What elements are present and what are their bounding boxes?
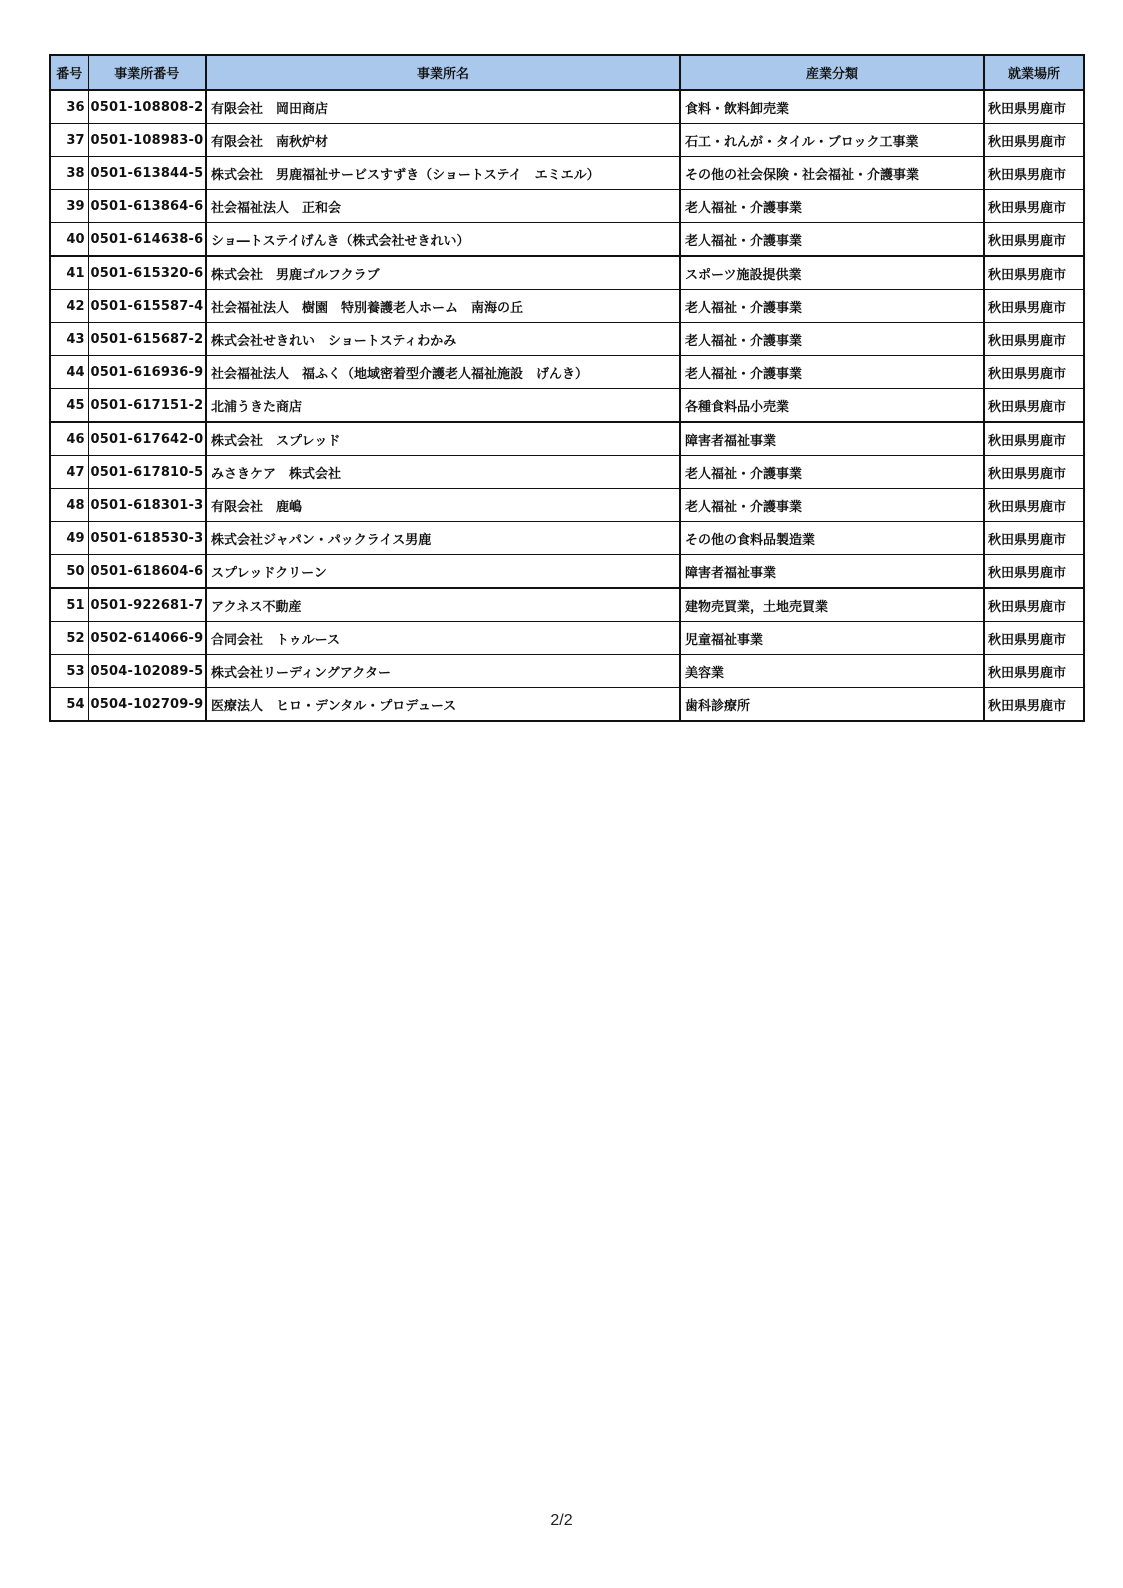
cell-number: 44: [50, 356, 88, 389]
header-number: 番号: [50, 55, 88, 90]
cell-office-id: 0501-108983-0: [88, 124, 206, 157]
cell-industry: 各種食料品小売業: [680, 389, 984, 423]
cell-office-id: 0501-615587-4: [88, 290, 206, 323]
cell-office-id: 0501-922681-7: [88, 588, 206, 622]
cell-industry: 障害者福祉事業: [680, 555, 984, 589]
cell-industry: 建物売買業，土地売買業: [680, 588, 984, 622]
cell-location: 秋田県男鹿市: [984, 389, 1084, 423]
cell-office-id: 0501-618530-3: [88, 522, 206, 555]
table-row: [50, 688, 1084, 722]
cell-office-name: 社会福祉法人 樹園 特別養護老人ホーム 南海の丘: [206, 290, 680, 323]
cell-office-name: 北浦うきた商店: [206, 389, 680, 423]
cell-industry: 美容業: [680, 655, 984, 688]
cell-number: 40: [50, 223, 88, 257]
cell-location: 秋田県男鹿市: [984, 157, 1084, 190]
table-row: [50, 90, 1084, 124]
cell-office-name: みさきケア 株式会社: [206, 456, 680, 489]
cell-office-name: 株式会社 スプレッド: [206, 422, 680, 456]
cell-location: 秋田県男鹿市: [984, 622, 1084, 655]
header-office-id: 事業所番号: [88, 55, 206, 90]
cell-industry: その他の食料品製造業: [680, 522, 984, 555]
cell-office-id: 0501-613844-5: [88, 157, 206, 190]
cell-industry: 児童福祉事業: [680, 622, 984, 655]
cell-industry: 障害者福祉事業: [680, 422, 984, 456]
cell-industry: スポーツ施設提供業: [680, 256, 984, 290]
cell-office-id: 0501-616936-9: [88, 356, 206, 389]
cell-number: 50: [50, 555, 88, 589]
cell-location: 秋田県男鹿市: [984, 323, 1084, 356]
cell-office-name: 医療法人 ヒロ・デンタル・プロデュース: [206, 688, 680, 722]
cell-industry: 歯科診療所: [680, 688, 984, 722]
cell-location: 秋田県男鹿市: [984, 456, 1084, 489]
header-industry: 産業分類: [680, 55, 984, 90]
cell-location: 秋田県男鹿市: [984, 655, 1084, 688]
cell-office-name: 株式会社リーディングアクター: [206, 655, 680, 688]
table-row: [50, 422, 1084, 456]
cell-number: 37: [50, 124, 88, 157]
cell-office-id: 0501-614638-6: [88, 223, 206, 257]
cell-office-name: 株式会社 男鹿福祉サービスすずき（ショートステイ エミエル）: [206, 157, 680, 190]
cell-office-id: 0501-108808-2: [88, 90, 206, 124]
cell-number: 42: [50, 290, 88, 323]
table-body: [50, 90, 1084, 721]
table-header-row: [50, 55, 1084, 90]
table-row: [50, 655, 1084, 688]
table-row: [50, 124, 1084, 157]
cell-office-id: 0504-102089-5: [88, 655, 206, 688]
header-office-name: 事業所名: [206, 55, 680, 90]
cell-office-id: 0501-618301-3: [88, 489, 206, 522]
table-row: [50, 323, 1084, 356]
cell-industry: 老人福祉・介護事業: [680, 323, 984, 356]
cell-industry: 老人福祉・介護事業: [680, 456, 984, 489]
cell-location: 秋田県男鹿市: [984, 90, 1084, 124]
cell-number: 36: [50, 90, 88, 124]
cell-industry: 老人福祉・介護事業: [680, 223, 984, 257]
cell-office-name: スプレッドクリーン: [206, 555, 680, 589]
cell-office-name: 株式会社 男鹿ゴルフクラブ: [206, 256, 680, 290]
cell-industry: その他の社会保険・社会福祉・介護事業: [680, 157, 984, 190]
cell-office-id: 0502-614066-9: [88, 622, 206, 655]
table-row: [50, 190, 1084, 223]
cell-office-name: 社会福祉法人 福ふく（地域密着型介護老人福祉施設 げんき）: [206, 356, 680, 389]
cell-office-name: 社会福祉法人 正和会: [206, 190, 680, 223]
cell-location: 秋田県男鹿市: [984, 290, 1084, 323]
cell-number: 46: [50, 422, 88, 456]
table-row: [50, 157, 1084, 190]
cell-number: 39: [50, 190, 88, 223]
cell-industry: 石工・れんが・タイル・ブロック工事業: [680, 124, 984, 157]
cell-office-id: 0501-617810-5: [88, 456, 206, 489]
cell-number: 47: [50, 456, 88, 489]
cell-industry: 老人福祉・介護事業: [680, 290, 984, 323]
cell-number: 49: [50, 522, 88, 555]
cell-office-name: 有限会社 鹿嶋: [206, 489, 680, 522]
cell-number: 43: [50, 323, 88, 356]
cell-location: 秋田県男鹿市: [984, 356, 1084, 389]
cell-office-id: 0501-613864-6: [88, 190, 206, 223]
table-row: [50, 622, 1084, 655]
cell-office-id: 0504-102709-9: [88, 688, 206, 722]
cell-office-name: 有限会社 南秋炉材: [206, 124, 680, 157]
cell-number: 41: [50, 256, 88, 290]
table-row: [50, 522, 1084, 555]
cell-location: 秋田県男鹿市: [984, 588, 1084, 622]
table-row: [50, 223, 1084, 257]
cell-office-id: 0501-615320-6: [88, 256, 206, 290]
cell-location: 秋田県男鹿市: [984, 489, 1084, 522]
business-office-table: [49, 54, 1085, 722]
cell-office-id: 0501-615687-2: [88, 323, 206, 356]
cell-industry: 老人福祉・介護事業: [680, 190, 984, 223]
cell-office-name: 株式会社せきれい ショートスティわかみ: [206, 323, 680, 356]
cell-office-name: アクネス不動産: [206, 588, 680, 622]
cell-industry: 老人福祉・介護事業: [680, 356, 984, 389]
cell-industry: 老人福祉・介護事業: [680, 489, 984, 522]
cell-number: 52: [50, 622, 88, 655]
table-row: [50, 256, 1084, 290]
header-location: 就業場所: [984, 55, 1084, 90]
table-row: [50, 489, 1084, 522]
cell-office-id: 0501-618604-6: [88, 555, 206, 589]
cell-location: 秋田県男鹿市: [984, 256, 1084, 290]
cell-office-name: 株式会社ジャパン・パックライス男鹿: [206, 522, 680, 555]
cell-number: 45: [50, 389, 88, 423]
table-row: [50, 456, 1084, 489]
cell-location: 秋田県男鹿市: [984, 688, 1084, 722]
cell-number: 38: [50, 157, 88, 190]
cell-location: 秋田県男鹿市: [984, 190, 1084, 223]
cell-location: 秋田県男鹿市: [984, 555, 1084, 589]
table-row: [50, 290, 1084, 323]
cell-industry: 食料・飲料卸売業: [680, 90, 984, 124]
cell-office-name: 合同会社 トゥルース: [206, 622, 680, 655]
cell-number: 48: [50, 489, 88, 522]
cell-number: 54: [50, 688, 88, 722]
cell-location: 秋田県男鹿市: [984, 124, 1084, 157]
cell-office-id: 0501-617642-0: [88, 422, 206, 456]
cell-number: 53: [50, 655, 88, 688]
cell-number: 51: [50, 588, 88, 622]
cell-office-name: ショ―トステイげんき（株式会社せきれい）: [206, 223, 680, 257]
cell-office-name: 有限会社 岡田商店: [206, 90, 680, 124]
page-indicator: 2/2: [550, 1512, 573, 1529]
cell-location: 秋田県男鹿市: [984, 522, 1084, 555]
cell-office-id: 0501-617151-2: [88, 389, 206, 423]
table-row: [50, 356, 1084, 389]
table-row: [50, 555, 1084, 589]
table-row: [50, 389, 1084, 423]
cell-location: 秋田県男鹿市: [984, 223, 1084, 257]
cell-location: 秋田県男鹿市: [984, 422, 1084, 456]
table-row: [50, 588, 1084, 622]
